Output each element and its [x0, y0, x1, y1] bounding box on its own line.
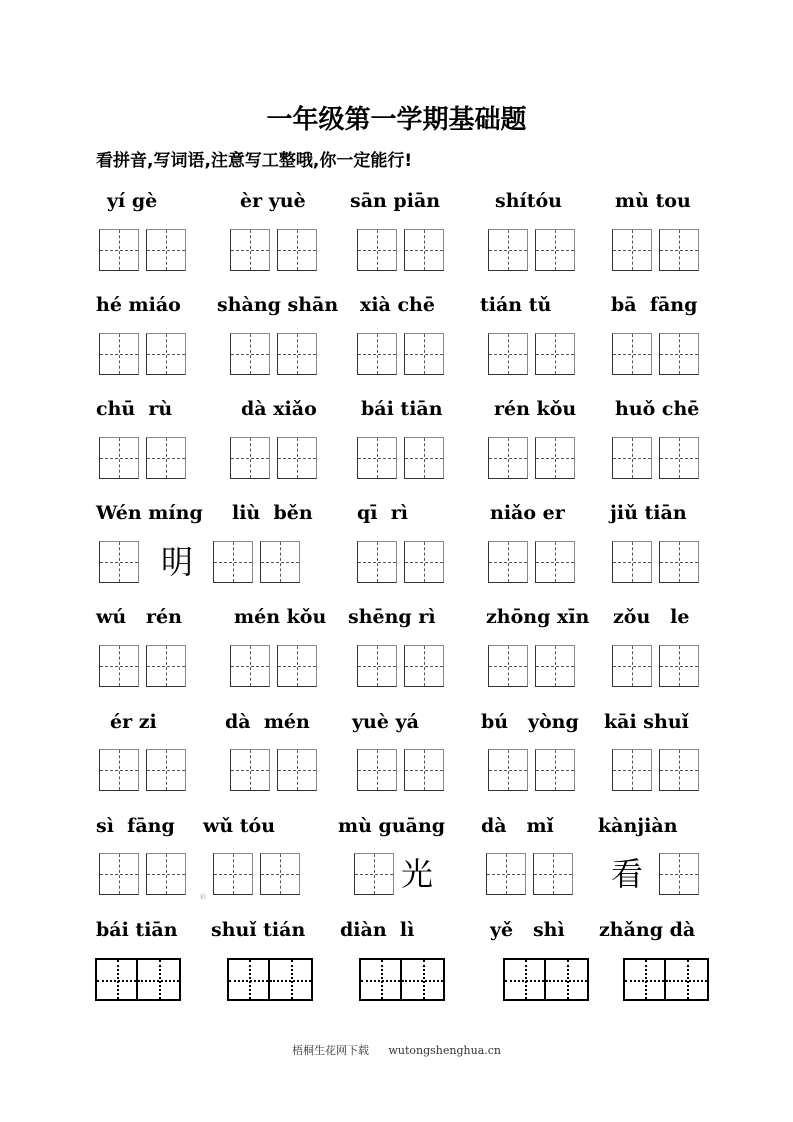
writing-box[interactable] [260, 853, 300, 895]
writing-box[interactable] [357, 437, 397, 479]
writing-box[interactable] [99, 541, 139, 583]
writing-box[interactable] [146, 645, 186, 687]
pinyin-label: bú yòng [481, 711, 579, 733]
writing-box[interactable] [99, 645, 139, 687]
writing-cell[interactable] [97, 960, 138, 999]
writing-box[interactable] [357, 229, 397, 271]
footer [0, 1042, 793, 1058]
writing-box[interactable] [659, 541, 699, 583]
writing-box[interactable] [659, 229, 699, 271]
pinyin-label: yuè yá [352, 711, 419, 733]
pinyin-label: mén kǒu [234, 606, 327, 628]
writing-box[interactable] [535, 437, 575, 479]
writing-box[interactable] [146, 749, 186, 791]
writing-box[interactable] [486, 853, 526, 895]
writing-box[interactable] [488, 229, 528, 271]
pinyin-label: yí gè [107, 190, 158, 212]
writing-box[interactable] [404, 645, 444, 687]
writing-box[interactable] [488, 749, 528, 791]
writing-box[interactable] [277, 333, 317, 375]
writing-box[interactable] [612, 749, 652, 791]
pinyin-label: dà mén [225, 711, 310, 733]
writing-box[interactable] [213, 853, 253, 895]
writing-box[interactable] [612, 229, 652, 271]
writing-box[interactable] [535, 541, 575, 583]
pinyin-label: kāi shuǐ [604, 711, 689, 733]
writing-box[interactable] [99, 853, 139, 895]
pinyin-label: ér zi [110, 711, 157, 733]
writing-box[interactable] [488, 645, 528, 687]
writing-box-pair[interactable] [95, 958, 181, 1001]
given-character: 光 [400, 855, 433, 893]
writing-box[interactable] [99, 229, 139, 271]
pinyin-label: sān piān [350, 190, 441, 212]
writing-box-pair[interactable] [623, 958, 709, 1001]
pinyin-label: mù tou [615, 190, 691, 212]
writing-box[interactable] [659, 749, 699, 791]
pinyin-label: wú rén [96, 606, 182, 628]
pinyin-label: shēng rì [348, 606, 436, 628]
writing-box[interactable] [277, 749, 317, 791]
writing-box[interactable] [357, 541, 397, 583]
writing-box[interactable] [535, 229, 575, 271]
pinyin-label: yě shì [490, 919, 565, 941]
writing-box[interactable] [612, 437, 652, 479]
pinyin-label: zǒu le [613, 606, 690, 628]
pinyin-label: shuǐ tián [211, 919, 306, 941]
pinyin-label: jiǔ tiān [610, 502, 687, 524]
pinyin-label: mù guāng [338, 815, 446, 837]
writing-box[interactable] [260, 541, 300, 583]
writing-box[interactable] [533, 853, 573, 895]
pinyin-label: tián tǔ [480, 294, 552, 316]
pinyin-label: xià chē [360, 294, 435, 316]
pinyin-label: bái tiān [361, 398, 443, 420]
pinyin-label: bái tiān [96, 919, 178, 941]
pinyin-label: dà xiǎo [241, 398, 317, 420]
writing-cell[interactable] [625, 960, 666, 999]
writing-box[interactable] [99, 437, 139, 479]
writing-box[interactable] [146, 333, 186, 375]
writing-box[interactable] [404, 229, 444, 271]
writing-cell[interactable] [402, 960, 443, 999]
instruction-text: 看拼音,写词语,注意写工整哦,你一定能行! [96, 151, 413, 171]
pinyin-label: shàng shān [217, 294, 339, 316]
writing-box[interactable] [659, 853, 699, 895]
pinyin-label: dà mǐ [481, 815, 554, 837]
writing-cell[interactable] [546, 960, 587, 999]
writing-box[interactable] [213, 541, 253, 583]
writing-box[interactable] [354, 853, 394, 895]
writing-box[interactable] [535, 645, 575, 687]
pinyin-label: rén kǒu [494, 398, 577, 420]
pinyin-label: bā fāng [611, 294, 698, 316]
writing-box[interactable] [404, 333, 444, 375]
writing-box[interactable] [404, 749, 444, 791]
writing-cell[interactable] [138, 960, 179, 999]
writing-box[interactable] [230, 229, 270, 271]
writing-box[interactable] [230, 333, 270, 375]
writing-box[interactable] [488, 333, 528, 375]
writing-box-pair[interactable] [227, 958, 313, 1001]
writing-cell[interactable] [505, 960, 546, 999]
writing-box[interactable] [535, 333, 575, 375]
writing-box[interactable] [488, 437, 528, 479]
pinyin-label: qī rì [357, 502, 408, 524]
writing-box[interactable] [277, 645, 317, 687]
pinyin-label: zhǎng dà [599, 919, 696, 941]
pinyin-label: liù běn [232, 502, 313, 524]
pinyin-label: Wén míng [96, 502, 203, 524]
writing-box[interactable] [612, 541, 652, 583]
pinyin-label: zhōng xīn [486, 606, 590, 628]
pinyin-label: sì fāng [96, 815, 175, 837]
writing-box[interactable] [146, 853, 186, 895]
writing-box[interactable] [357, 645, 397, 687]
writing-box[interactable] [230, 437, 270, 479]
writing-box[interactable] [146, 229, 186, 271]
writing-box[interactable] [535, 749, 575, 791]
writing-box[interactable] [99, 749, 139, 791]
page-title: 一年级第一学期基础题 [266, 105, 527, 135]
writing-box[interactable] [230, 645, 270, 687]
footer-site-name: 梧桐生花网下载 [291, 1044, 369, 1057]
writing-box[interactable] [488, 541, 528, 583]
writing-box[interactable] [404, 541, 444, 583]
writing-box[interactable] [357, 333, 397, 375]
writing-box-pair[interactable] [359, 958, 445, 1001]
writing-box[interactable] [659, 645, 699, 687]
writing-cell[interactable] [361, 960, 402, 999]
writing-box[interactable] [357, 749, 397, 791]
pinyin-label: shítóu [495, 190, 562, 212]
pinyin-label: niǎo er [490, 502, 565, 524]
footer-domain: wutongshenghua.cn [388, 1044, 501, 1057]
writing-box[interactable] [99, 333, 139, 375]
writing-box-pair[interactable] [503, 958, 589, 1001]
writing-box[interactable] [659, 437, 699, 479]
given-character: 明 [160, 543, 193, 581]
writing-box[interactable] [612, 333, 652, 375]
writing-box[interactable] [146, 437, 186, 479]
pinyin-label: chū rù [96, 398, 173, 420]
writing-cell[interactable] [229, 960, 270, 999]
pinyin-label: huǒ chē [615, 398, 700, 420]
pinyin-label: diàn lì [340, 919, 415, 941]
writing-box[interactable] [277, 437, 317, 479]
given-character: 看 [610, 855, 643, 893]
writing-box[interactable] [404, 437, 444, 479]
pinyin-label: hé miáo [96, 294, 181, 316]
writing-cell[interactable] [666, 960, 707, 999]
stray-mark: 彩 [200, 894, 207, 901]
writing-box[interactable] [659, 333, 699, 375]
writing-box[interactable] [612, 645, 652, 687]
pinyin-label: wǔ tóu [203, 815, 276, 837]
writing-cell[interactable] [270, 960, 311, 999]
writing-box[interactable] [277, 229, 317, 271]
pinyin-label: kànjiàn [598, 815, 678, 837]
writing-box[interactable] [230, 749, 270, 791]
pinyin-label: èr yuè [240, 190, 306, 212]
